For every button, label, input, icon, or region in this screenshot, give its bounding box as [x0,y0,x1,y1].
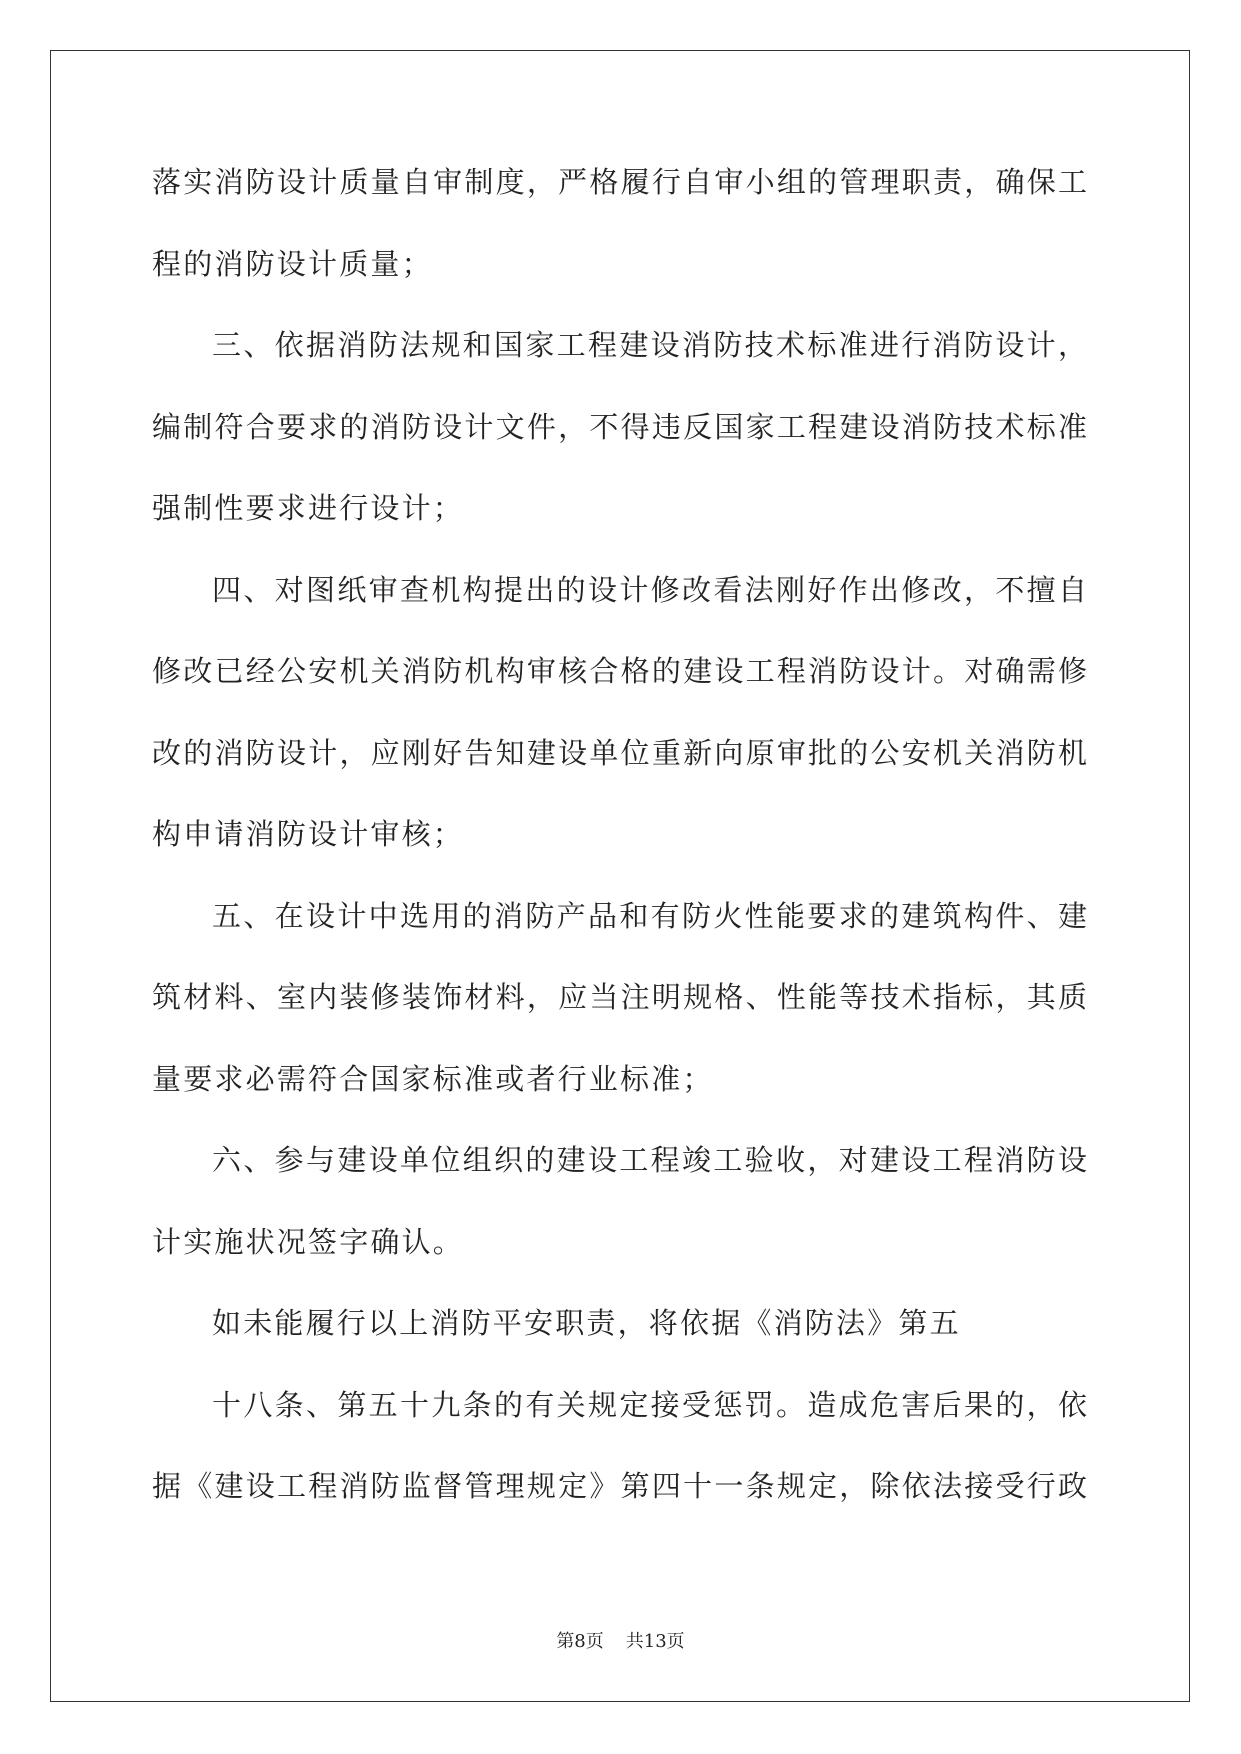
text-line: 修改已经公安机关消防机构审核合格的建设工程消防设计。对确需修 [152,654,1087,688]
text-line: 据《建设工程消防监督管理规定》第四十一条规定，除依法接受行政 [152,1469,1087,1503]
text-line: 五、在设计中选用的消防产品和有防火性能要求的建筑构件、建 [212,898,1087,933]
text-line: 量要求必需符合国家标准或者行业标准； [152,1061,714,1096]
text-line: 落实消防设计质量自审制度，严格履行自审小组的管理职责，确保工 [152,165,1087,199]
text-line: 六、参与建设单位组织的建设工程竣工验收，对建设工程消防设 [212,1143,1087,1177]
text-line: 如未能履行以上消防平安职责，将依据《消防法》第五 [212,1306,961,1340]
text-line: 编制符合要求的消防设计文件，不得违反国家工程建设消防技术标准 [152,409,1087,444]
text-line: 四、对图纸审查机构提出的设计修改看法刚好作出修改，不擅自 [212,572,1087,607]
document-body [152,162,1087,1548]
page-footer [0,1627,1241,1653]
text-line: 构申请消防设计审核； [152,817,465,851]
text-line: 改的消防设计，应刚好告知建设单位重新向原审批的公安机关消防机 [152,735,1087,770]
text-line: 十八条、第五十九条的有关规定接受惩罚。造成危害后果的，依 [212,1387,1087,1422]
text-line: 三、依据消防法规和国家工程建设消防技术标准进行消防设计， [212,328,1087,362]
text-line: 强制性要求进行设计； [152,491,465,525]
text-line: 程的消防设计质量； [152,246,433,281]
text-line: 计实施状况签字确认。 [152,1224,465,1259]
page-total: 共13页 [625,1631,685,1652]
text-line: 筑材料、室内装修装饰材料，应当注明规格、性能等技术指标，其质 [152,980,1087,1014]
page-number: 第8页 [556,1631,604,1652]
